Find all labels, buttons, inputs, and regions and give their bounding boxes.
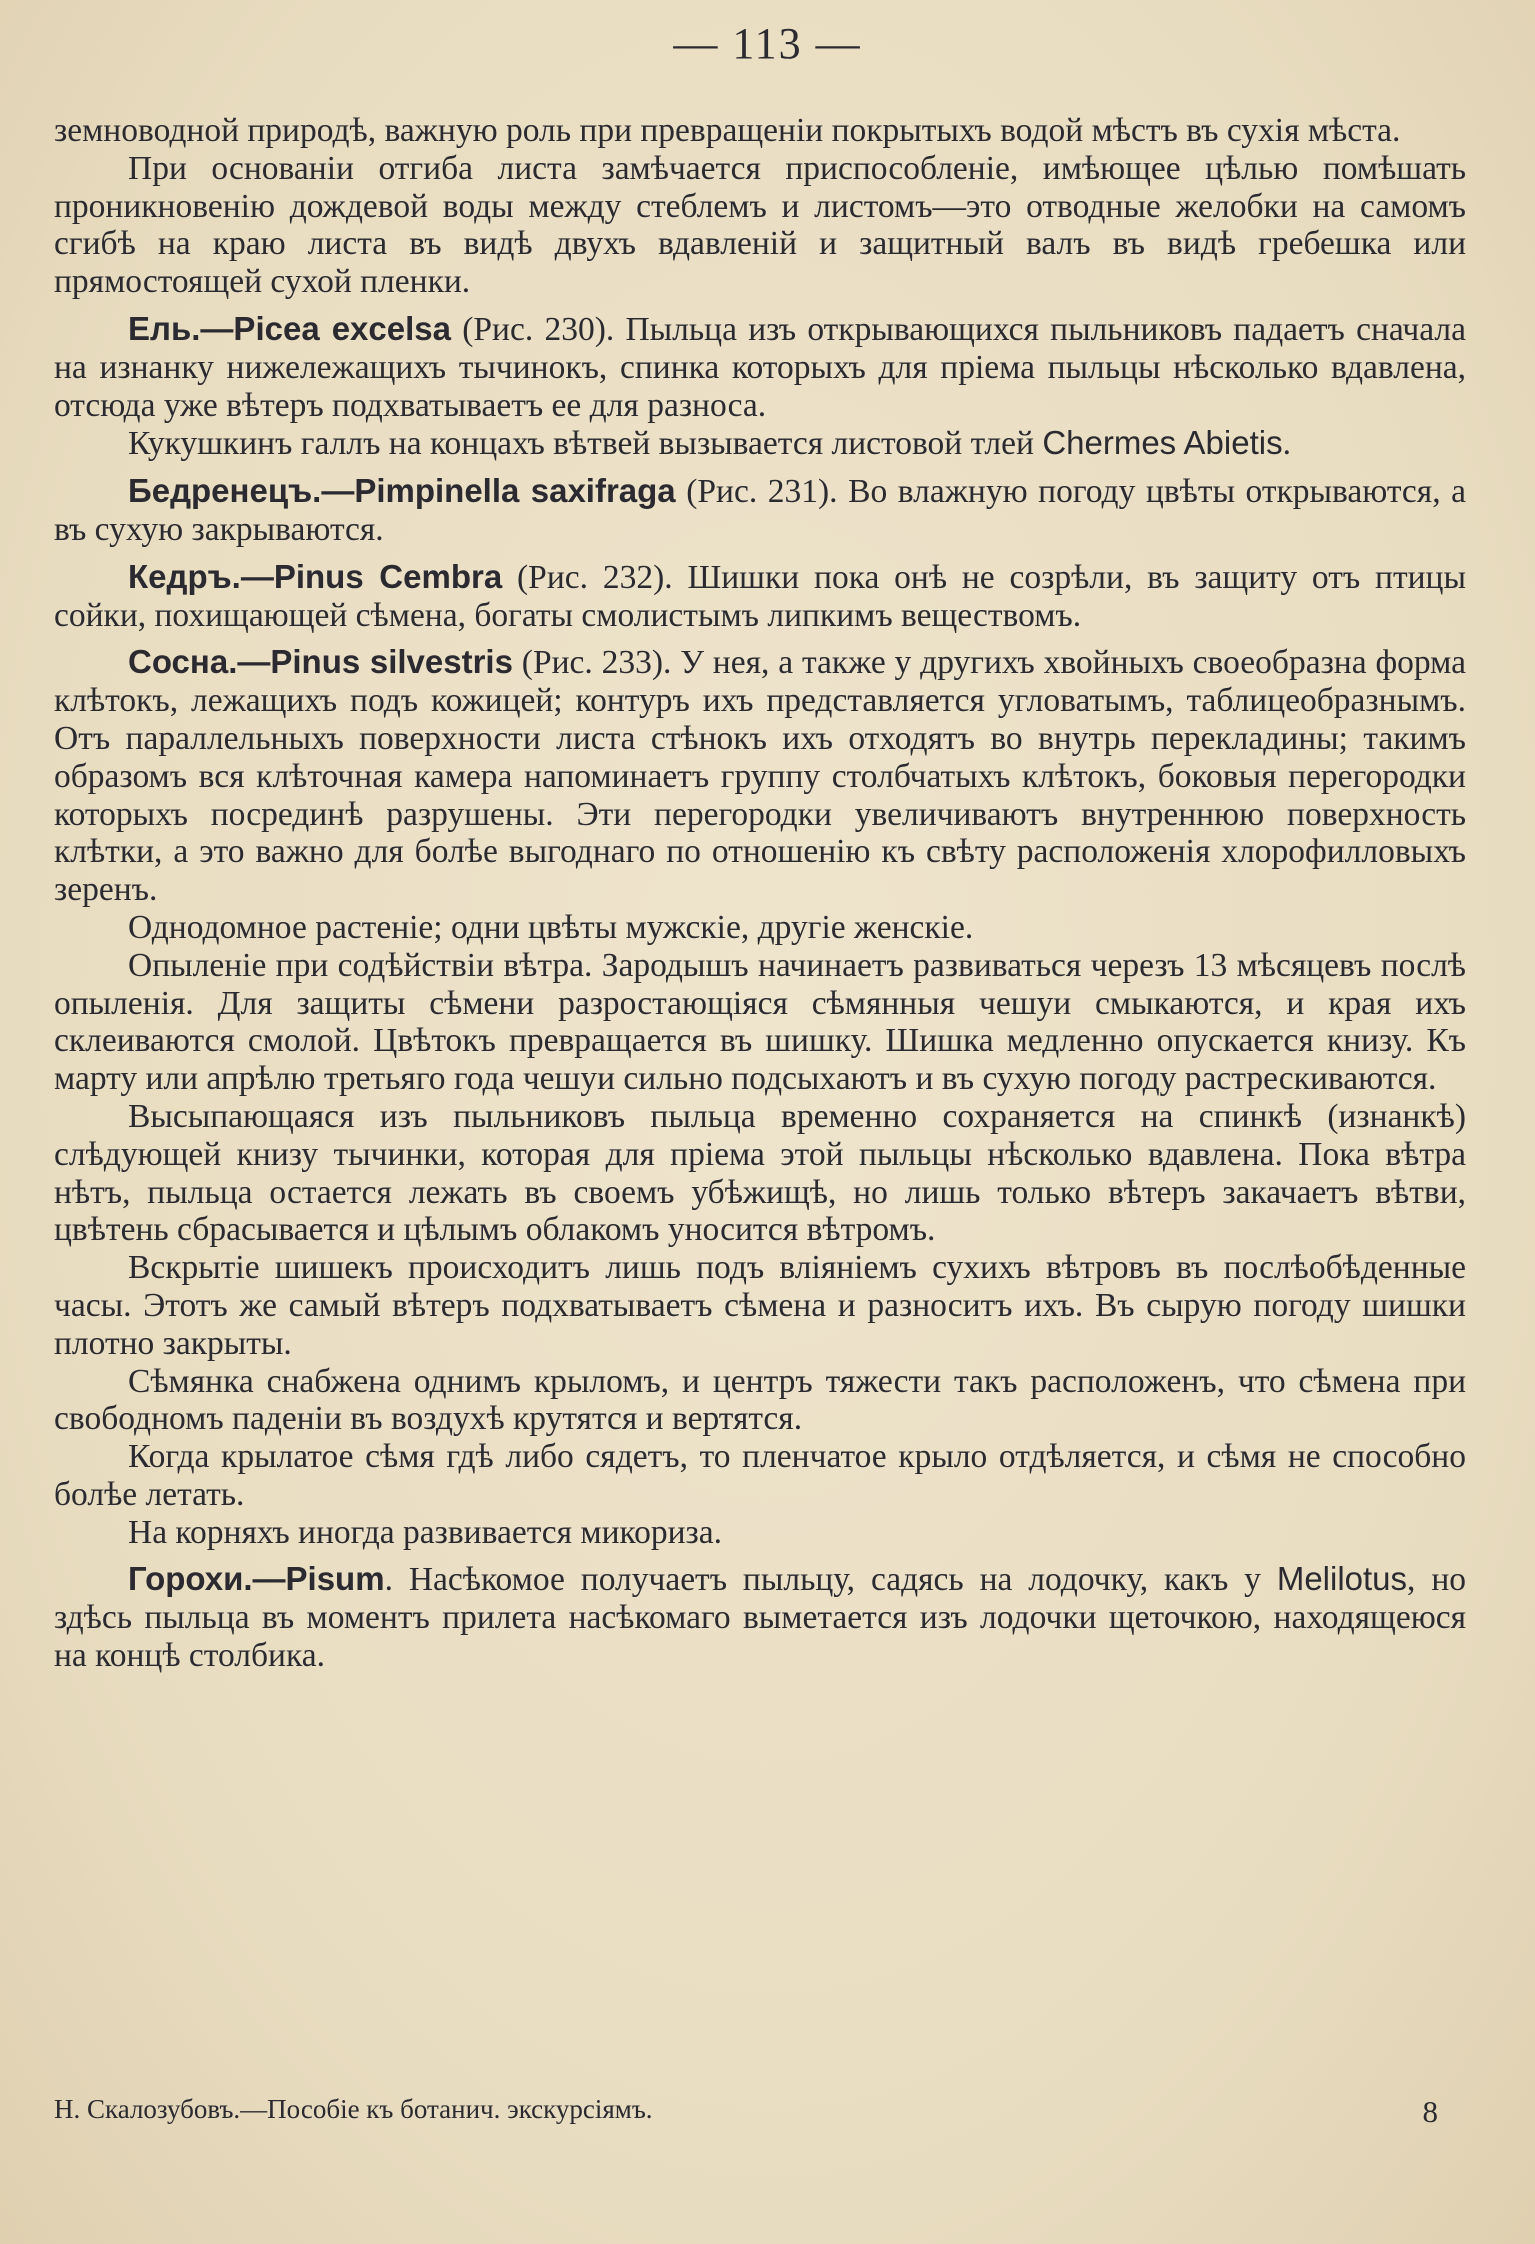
text-paragraph — [54, 1363, 1466, 1439]
species-heading: Ель.—Picea excelsa — [128, 309, 451, 347]
paragraph-text: На корняхъ иногда развивается микориза. — [128, 1513, 723, 1551]
text-paragraph — [54, 1560, 1466, 1674]
page-number-header: — 113 — — [673, 19, 862, 68]
paragraph-text: (Рис. 233). У нея, а также у другихъ хвойныхъ своеобразна форма клѣтокъ, лежащихъ подъ кожицей; контуръ ихъ представляется угловатымъ, таблицеобразнымъ. Отъ параллельныхъ поверхности листа стѣнокъ ихъ отходятъ во внутрь перекладины; такимъ образомъ вся клѣточная камера напоминаетъ группу столбчатыхъ клѣтокъ, боковыя перегородки которыхъ посрединѣ разрушены. Эти перегородки увеличиваютъ внутреннюю поверхность клѣтки, а это важно для болѣе выгоднаго по отношенію къ свѣту расположенія хлорофилловыхъ зеренъ. — [54, 644, 1466, 909]
paragraph-text: . — [1282, 425, 1291, 463]
footer-signature-mark: 8 — [1422, 2094, 1438, 2129]
paragraph-text: Когда крылатое сѣмя гдѣ либо сядетъ, то пленчатое крыло отдѣляется, и сѣмя не способно болѣе летать. — [54, 1438, 1466, 1513]
paragraph-text: (Рис. 231). Во влажную погоду цвѣты открываются, а въ сухую закрываются. — [54, 473, 1467, 548]
text-paragraph — [54, 1514, 1466, 1552]
species-heading: Сосна.—Pinus silvestris — [128, 643, 513, 681]
text-paragraph — [54, 310, 1466, 424]
paragraph-text: (Рис. 230). Пыльца изъ открывающихся пыльниковъ падаетъ сначала на изнанку нижележащихъ тычинокъ, спинка которыхъ для пріема пыльцы нѣсколько вдавлена, отсюда уже вѣтеръ подхватываетъ ее для разноса. — [54, 310, 1467, 424]
text-paragraph — [54, 643, 1466, 909]
species-heading: Кедръ.—Pinus Cembra — [128, 557, 503, 595]
text-paragraph — [54, 424, 1466, 463]
latin-name: Melilotus — [1276, 1560, 1408, 1598]
text-paragraph — [54, 1249, 1466, 1362]
paragraph-text: . Насѣкомое получаетъ пыльцу, садясь на лодочку, какъ у — [384, 1561, 1277, 1599]
paragraph-text: Однодомное растеніе; одни цвѣты мужскіе, другіе женскіе. — [128, 908, 974, 946]
text-paragraph — [54, 112, 1466, 150]
paragraph-text: Кукушкинъ галлъ на концахъ вѣтвей вызывается листовой тлей — [128, 425, 1043, 463]
species-heading: Горохи.—Pisum — [128, 1560, 385, 1598]
text-paragraph — [54, 947, 1466, 1098]
paragraph-text: (Рис. 232). Шишки пока онѣ не созрѣли, въ защиту отъ птицы сойки, похищающей сѣмена, богаты смолистымъ липкимъ веществомъ. — [54, 558, 1466, 634]
paragraph-text: земноводной природѣ, важную роль при превращеніи покрытыхъ водой мѣстъ въ сухія мѣста. — [54, 112, 1401, 149]
paragraph-text: , но здѣсь пыльца въ моментъ прилета насѣкомаго выметается изъ лодочки щеточкою, находящеюся на концѣ столбика. — [54, 1561, 1466, 1675]
paragraph-text: Вскрытіе шишекъ происходитъ лишь подъ вліяніемъ сухихъ вѣтровъ въ послѣобѣденные часы. Этотъ же самый вѣтеръ подхватываетъ сѣмена и разноситъ ихъ. Въ сырую погоду шишки плотно закрыты. — [54, 1249, 1466, 1362]
text-paragraph — [54, 1098, 1466, 1249]
text-paragraph — [54, 472, 1466, 549]
species-heading: Бедренецъ.—Pimpinella saxifraga — [128, 472, 676, 510]
text-paragraph — [54, 1438, 1466, 1514]
text-paragraph — [54, 909, 1466, 947]
paragraph-text: Сѣмянка снабжена однимъ крыломъ, и центръ тяжести такъ расположенъ, что сѣмена при свободномъ паденіи въ воздухѣ крутятся и вертятся. — [54, 1362, 1466, 1438]
paragraph-text: Высыпающаяся изъ пыльниковъ пыльца временно сохраняется на спинкѣ (изнанкѣ) слѣдующей книзу тычинки, которая для пріема этой пыльцы нѣсколько вдавлена. Пока вѣтра нѣтъ, пыльца остается лежать въ своемъ убѣжищѣ, но лишь только вѣтеръ закачаетъ вѣтви, цвѣтень сбрасывается и цѣлымъ облакомъ уносится вѣтромъ. — [54, 1097, 1466, 1249]
page-footer — [54, 2094, 1466, 2130]
paragraph-text: Опыленіе при содѣйствіи вѣтра. Зародышъ начинаетъ развиваться черезъ 13 мѣсяцевъ послѣ опыленія. Для защиты сѣмени разростающіяся сѣмянныя чешуи смыкаются, и края ихъ склеиваются смолой. Цвѣтокъ превращается въ шишку. Шишка медленно опускается книзу. Къ марту или апрѣлю третьяго года чешуи сильно подсыхаютъ и въ сухую погоду растрескиваются. — [54, 946, 1466, 1098]
text-paragraph — [54, 150, 1466, 301]
text-paragraph — [54, 558, 1466, 635]
paragraph-text: При основаніи отгиба листа замѣчается приспособленіе, имѣющее цѣлью помѣшать проникновенію дождевой воды между стеблемъ и листомъ—это отводные желобки на самомъ сгибѣ на краю листа въ видѣ двухъ вдавленій и защитный валъ въ видѣ гребешка или прямостоящей сухой пленки. — [54, 149, 1466, 301]
footer-author-title: Н. Скалозубовъ.—Пособіе къ ботанич. экскурсіямъ. — [54, 2094, 653, 2124]
page-body-text — [54, 112, 1466, 1675]
latin-name: Chermes Abietis — [1042, 424, 1283, 462]
